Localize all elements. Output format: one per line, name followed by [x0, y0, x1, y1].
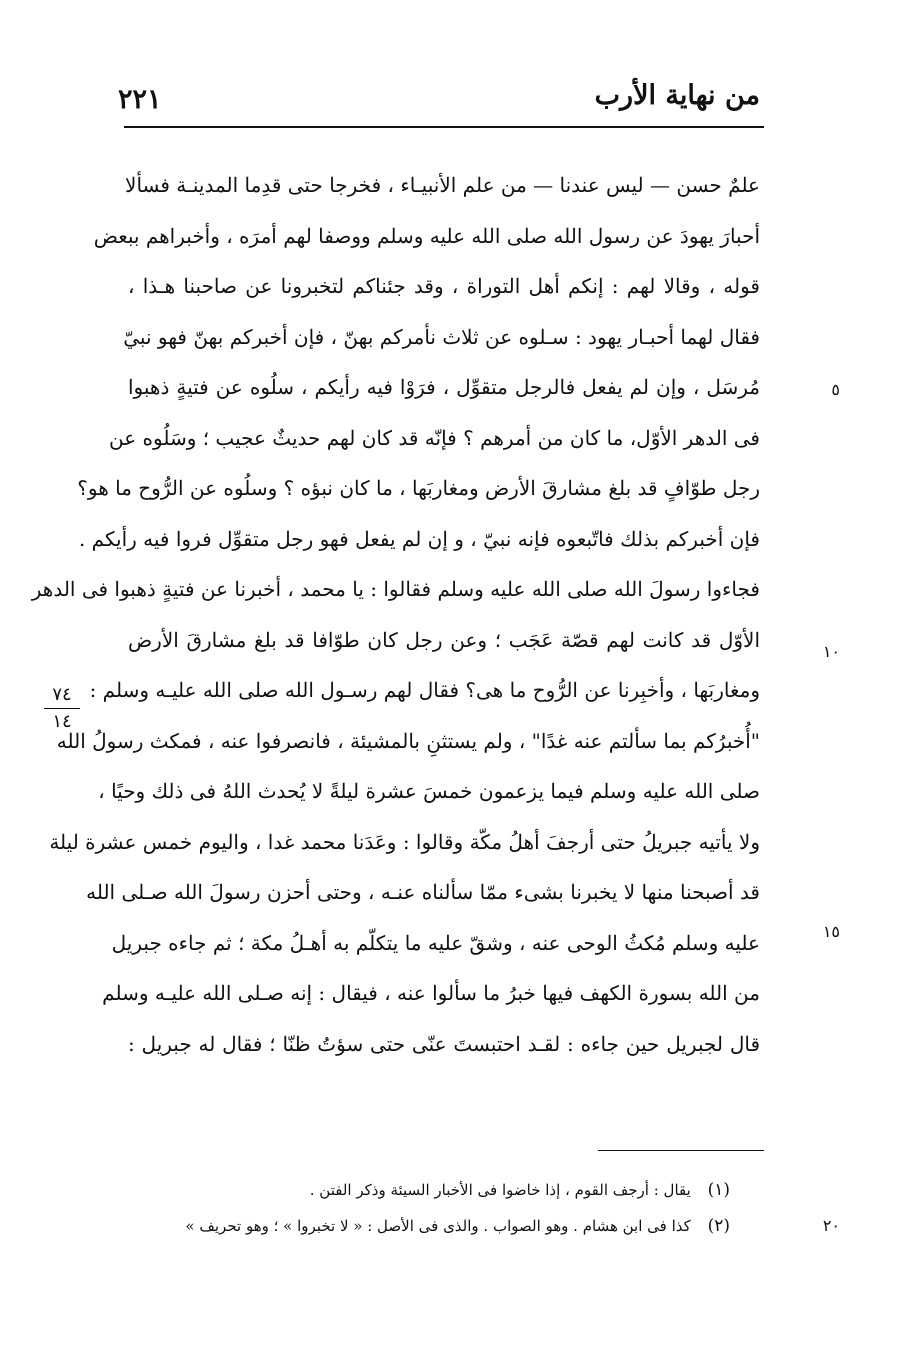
text-line: قوله ، وقالا لهم : إنكم أهل التوراة ، وقد جئناكم لتخبرونا عن صاحبنا هـذا ،: [128, 274, 760, 298]
footnote-number: (٢): [707, 1216, 730, 1236]
running-head: من نهاية الأرب: [594, 80, 760, 111]
margin-reference-top: ٧٤: [52, 684, 72, 705]
margin-reference: [40, 684, 84, 733]
header-rule: [124, 126, 764, 128]
footnote-text: كذا فى ابن هشام . وهو الصواب . والذى فى الأصل : « لا تخبروا » ؛ وهو تحريف »: [185, 1217, 691, 1235]
text-line: فجاءوا رسولَ الله صلى الله عليه وسلم فقالوا : يا محمد ، أخبرنا عن فتيةٍ ذهبوا فى الدهر: [31, 577, 760, 601]
footnote-rule: [598, 1150, 764, 1151]
text-line: ولا يأتيه جبريلُ حتى أرجفَ أهلُ مكّة وقالوا : وعَدَنا محمد غدا ، واليوم خمس عشرة ليلة: [49, 829, 760, 854]
margin-reference-bottom: ١٤: [52, 711, 72, 732]
text-line: عليه وسلم مُكثُ الوحى عنه ، وشقّ عليه ما يتكلّم به أهـلُ مكة ؛ ثم جاءه جبريل: [111, 930, 760, 955]
text-line: ومغاربَها ، وأخبِرنا عن الرُّوح ما هى؟ فقال لهم رسـول الله صلى الله عليـه وسلم :: [89, 678, 760, 702]
line-number-15: ١٥: [822, 922, 840, 941]
footnote-2: [150, 1216, 730, 1236]
text-line: قال لجبريل حين جاءه : لقـد احتبستَ عنّى حتى سؤتُ ظنّا ؛ فقال له جبريل :: [128, 1031, 760, 1056]
text-line: صلى الله عليه وسلم فيما يزعمون خمسَ عشرة ليلةً لا يُحدث اللهُ فى ذلك وحيًا ،: [98, 779, 760, 803]
text-line: قد أصبحنا منها لا يخبرنا بشىء ممّا سألناه عنـه ، وحتى أحزن رسولَ الله صـلى الله: [86, 880, 760, 904]
text-line: الأوّل قد كانت لهم قصّة عَجَب ؛ وعن رجل كان طوّافا قد بلغ مشارقَ الأرض: [128, 627, 760, 652]
text-line: علمٌ حسن — ليس عندنا — من علم الأنبيـاء ، فخرجا حتى قدِما المدينـة فسألا: [125, 173, 760, 197]
page-number: ٢٢١: [118, 84, 162, 115]
text-line: فإن أخبركم بذلك فاتّبعوه فإنه نبيّ ، و إن لم يفعل فهو رجل متقوِّل فروا فيه رأيكم .: [78, 526, 760, 551]
text-line: مُرسَل ، وإن لم يفعل فالرجل متقوِّل ، فرَوْا فيه رأيكم ، سلُوه عن فتيةٍ ذهبوا: [128, 375, 760, 399]
text-line: أحبارَ يهودَ عن رسول الله صلى الله عليه وسلم ووصفا لهم أمرَه ، وأخبراهم ببعض: [93, 223, 760, 248]
line-number-10: ١٠: [822, 642, 840, 661]
line-number-5: ٥: [831, 380, 840, 399]
text-line: فقال لهما أحبـار يهود : سـلوه عن ثلاث نأمركم بهنّ ، فإن أخبركم بهنّ فهو نبيّ: [123, 324, 760, 349]
footnote-1: [150, 1180, 730, 1200]
text-line: رجل طوّافٍ قد بلغ مشارقَ الأرض ومغاربَها ، ما كان نبؤه ؟ وسلُوه عن الرُّوح ما هو؟: [77, 476, 760, 500]
text-line: "أُخبرُكم بما سألتم عنه غدًا" ، ولم يستثنِ بالمشيئة ، فانصرفوا عنه ، فمكث رسولُ الله: [56, 728, 760, 753]
margin-reference-bar: [44, 708, 80, 709]
footnote-text: يقال : أرجف القوم ، إذا خاضوا فى الأخبار السيئة وذكر الفتن .: [309, 1181, 691, 1199]
footnote-number: (١): [707, 1180, 730, 1200]
text-line: فى الدهر الأوّل، ما كان من أمرهم ؟ فإنّه قد كان لهم حديثٌ عجيب ؛ وسَلُوه عن: [109, 425, 760, 450]
line-number-20: ٢٠: [822, 1216, 840, 1235]
text-line: من الله بسورة الكهف فيها خبرُ ما سألوا عنه ، فيقال : إنه صـلى الله عليـه وسلم: [102, 981, 760, 1005]
